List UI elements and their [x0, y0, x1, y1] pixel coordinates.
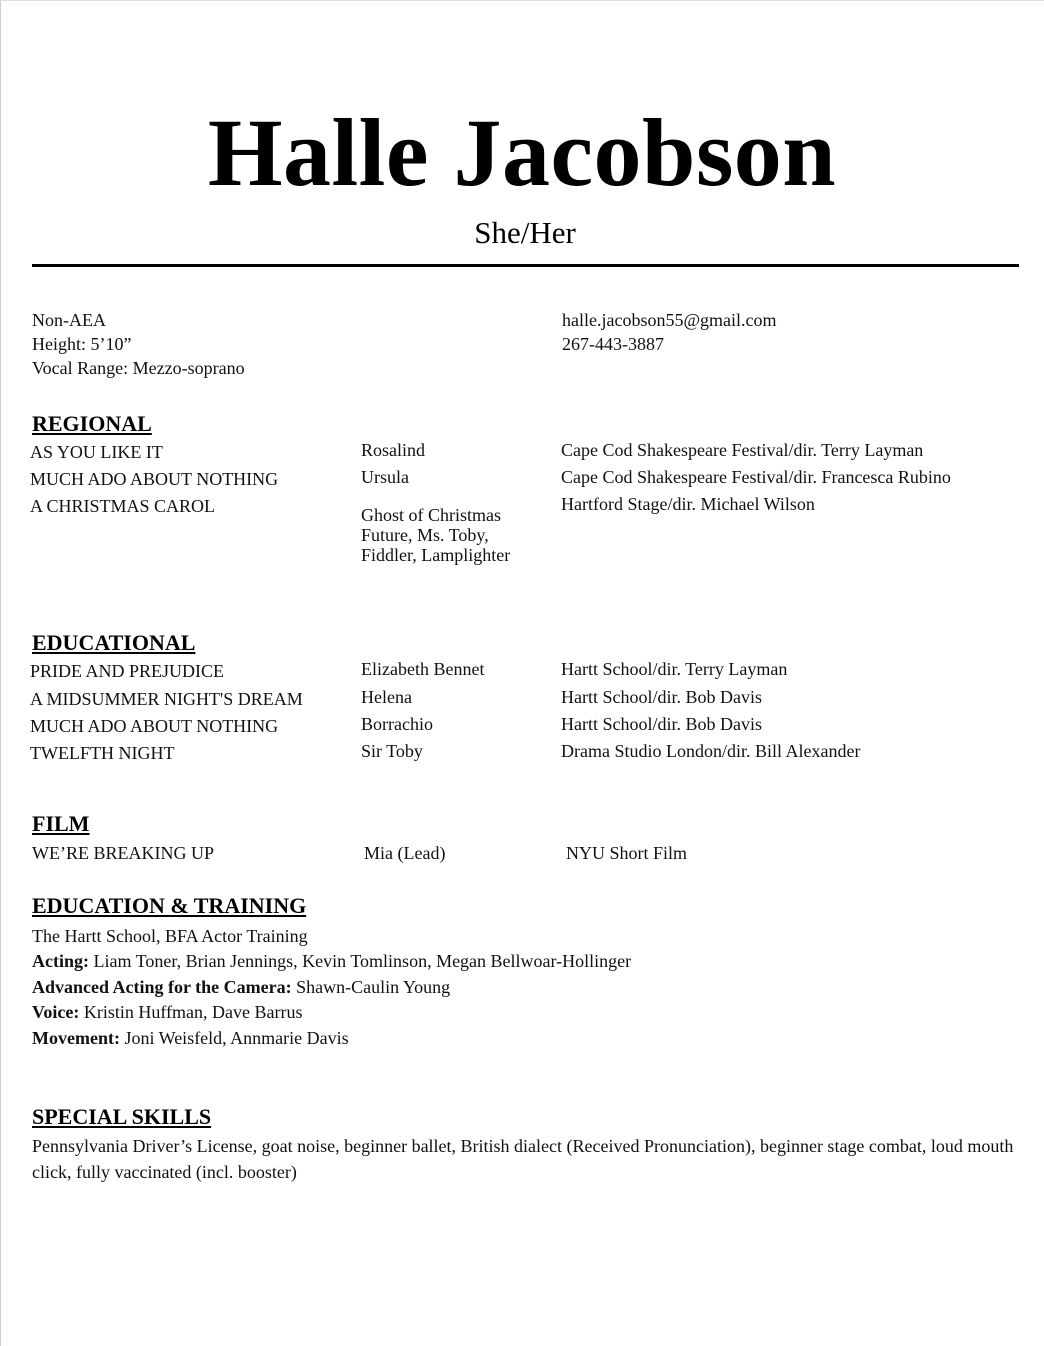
credit-title: PRIDE AND PREJUDICE — [30, 661, 225, 681]
credit-role: Mia (Lead) — [364, 843, 446, 863]
skills-text: Pennsylvania Driver’s License, goat noise, beginner ballet, British dialect (Received Pronunciation), beginner stage combat, loud mouth click, fully vaccinated (incl. booster) — [32, 1136, 1014, 1182]
email: halle.jacobson55@gmail.com — [562, 310, 777, 330]
credit-venue: Cape Cod Shakespeare Festival/dir. Francesca Rubino — [561, 467, 951, 487]
credit-role: Ghost of Christmas Future, Ms. Toby, Fiddler, Lamplighter — [361, 505, 511, 565]
training-teachers: Liam Toner, Brian Jennings, Kevin Tomlinson, Megan Bellwoar-Hollinger — [89, 951, 632, 971]
training-item — [32, 949, 631, 973]
credit-venue: Hartford Stage/dir. Michael Wilson — [561, 494, 815, 514]
credit-title: A CHRISTMAS CAROL — [30, 496, 216, 516]
credit-title: AS YOU LIKE IT — [30, 442, 163, 462]
credit-role: Borrachio — [361, 714, 433, 734]
credit-role: Elizabeth Bennet — [361, 659, 485, 679]
credit-venue: Cape Cod Shakespeare Festival/dir. Terry Layman — [561, 440, 924, 460]
page-edge-top — [0, 0, 1044, 1]
training-teachers: Joni Weisfeld, Annmarie Davis — [119, 1028, 349, 1048]
training-teachers: Shawn-Caulin Young — [291, 977, 451, 997]
credit-title: MUCH ADO ABOUT NOTHING — [30, 469, 279, 489]
credit-venue: Hartt School/dir. Terry Layman — [561, 659, 788, 679]
credit-venue: NYU Short Film — [566, 843, 688, 863]
height: Height: 5’10” — [32, 334, 132, 354]
training-item — [32, 1000, 302, 1024]
training-teachers: Kristin Huffman, Dave Barrus — [79, 1002, 303, 1022]
training-label: Advanced Acting for the Camera: — [32, 977, 292, 997]
training-label: Movement: — [32, 1028, 120, 1048]
section-heading-skills: SPECIAL SKILLS — [32, 1104, 212, 1129]
credit-venue: Drama Studio London/dir. Bill Alexander — [561, 741, 861, 761]
training-item — [32, 1026, 349, 1050]
training-item — [32, 975, 450, 999]
credit-role: Rosalind — [361, 440, 426, 460]
credit-venue: Hartt School/dir. Bob Davis — [561, 714, 762, 734]
vocal-range: Vocal Range: Mezzo-soprano — [32, 358, 245, 378]
training-label: Voice: — [32, 1002, 80, 1022]
header-divider — [32, 264, 1019, 267]
actor-name: Halle Jacobson — [207, 99, 837, 206]
section-heading-educational: EDUCATIONAL — [32, 630, 196, 655]
phone: 267-443-3887 — [562, 334, 664, 354]
section-heading-regional: REGIONAL — [32, 411, 152, 436]
union-status: Non-AEA — [32, 310, 106, 330]
credit-role: Helena — [361, 687, 412, 707]
training-label: Acting: — [32, 951, 89, 971]
credit-title: MUCH ADO ABOUT NOTHING — [30, 716, 279, 736]
credit-role: Sir Toby — [361, 741, 423, 761]
credit-title: A MIDSUMMER NIGHT'S DREAM — [30, 689, 303, 709]
credit-role: Ursula — [361, 467, 409, 487]
credit-venue: Hartt School/dir. Bob Davis — [561, 687, 762, 707]
school: The Hartt School, BFA Actor Training — [32, 926, 308, 946]
section-heading-film: FILM — [32, 811, 90, 836]
credit-title: TWELFTH NIGHT — [30, 743, 175, 763]
section-heading-training: EDUCATION & TRAINING — [32, 893, 307, 918]
credit-title: WE’RE BREAKING UP — [32, 843, 214, 863]
pronouns: She/Her — [474, 215, 576, 250]
page-edge — [0, 0, 1, 1346]
